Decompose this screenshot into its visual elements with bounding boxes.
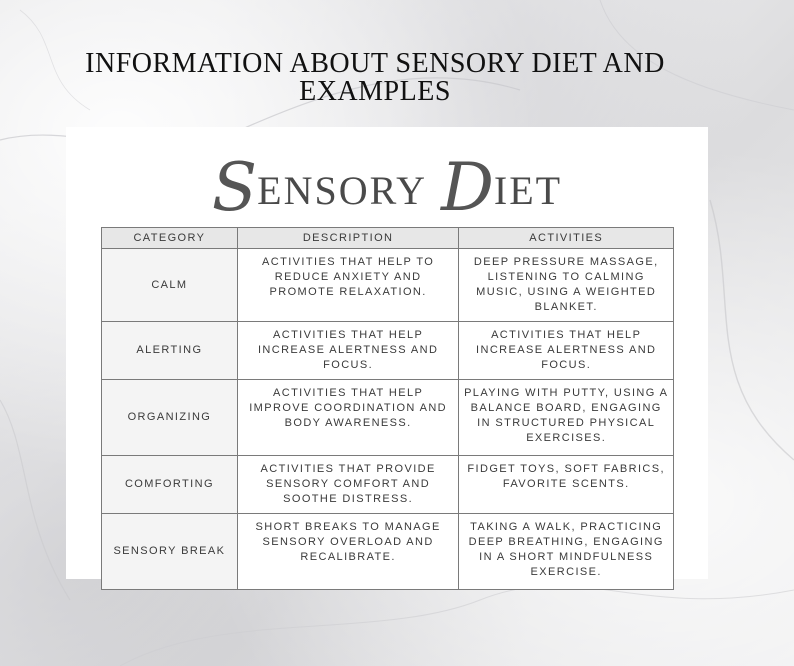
category-cell: ORGANIZING (102, 380, 238, 456)
sensory-diet-card (66, 127, 708, 579)
header-activities: ACTIVITIES (459, 228, 674, 249)
page-heading-line-1: INFORMATION ABOUT SENSORY DIET AND (85, 48, 665, 79)
description-cell: SHORT BREAKS TO MANAGE SENSORY OVERLOAD AND RECALIBRATE. (237, 514, 459, 590)
title-initial-s: S (211, 149, 258, 226)
table-row (102, 456, 674, 514)
activities-cell: DEEP PRESSURE MASSAGE, LISTENING TO CALMING MUSIC, USING A WEIGHTED BLANKET. (459, 249, 674, 322)
header-category: CATEGORY (102, 228, 238, 249)
description-cell: ACTIVITIES THAT PROVIDE SENSORY COMFORT AND SOOTHE DISTRESS. (237, 456, 459, 514)
description-cell: ACTIVITIES THAT HELP IMPROVE COORDINATION AND BODY AWARENESS. (237, 380, 459, 456)
category-cell: SENSORY BREAK (102, 514, 238, 590)
activities-cell: TAKING A WALK, PRACTICING DEEP BREATHING, ENGAGING IN A SHORT MINDFULNESS EXERCISE. (459, 514, 674, 590)
table-row (102, 380, 674, 456)
category-cell: CALM (102, 249, 238, 322)
description-cell: ACTIVITIES THAT HELP TO REDUCE ANXIETY AND PROMOTE RELAXATION. (237, 249, 459, 322)
card-title (66, 149, 708, 226)
activities-cell: ACTIVITIES THAT HELP INCREASE ALERTNESS AND FOCUS. (459, 322, 674, 380)
sensory-diet-table (101, 227, 674, 590)
category-cell: ALERTING (102, 322, 238, 380)
description-cell: ACTIVITIES THAT HELP INCREASE ALERTNESS AND FOCUS. (237, 322, 459, 380)
table-row (102, 514, 674, 590)
header-description: DESCRIPTION (237, 228, 459, 249)
table-row (102, 322, 674, 380)
page-heading (40, 50, 710, 106)
title-word-2-rest: IET (493, 168, 563, 213)
title-word-1-rest: ENSORY (257, 168, 427, 213)
activities-cell: PLAYING WITH PUTTY, USING A BALANCE BOARD, ENGAGING IN STRUCTURED PHYSICAL EXERCISES. (459, 380, 674, 456)
title-initial-d: D (440, 149, 494, 226)
table-header-row (102, 228, 674, 249)
activities-cell: FIDGET TOYS, SOFT FABRICS, FAVORITE SCENTS. (459, 456, 674, 514)
page-heading-line-2: EXAMPLES (299, 76, 451, 107)
category-cell: COMFORTING (102, 456, 238, 514)
table-row (102, 249, 674, 322)
